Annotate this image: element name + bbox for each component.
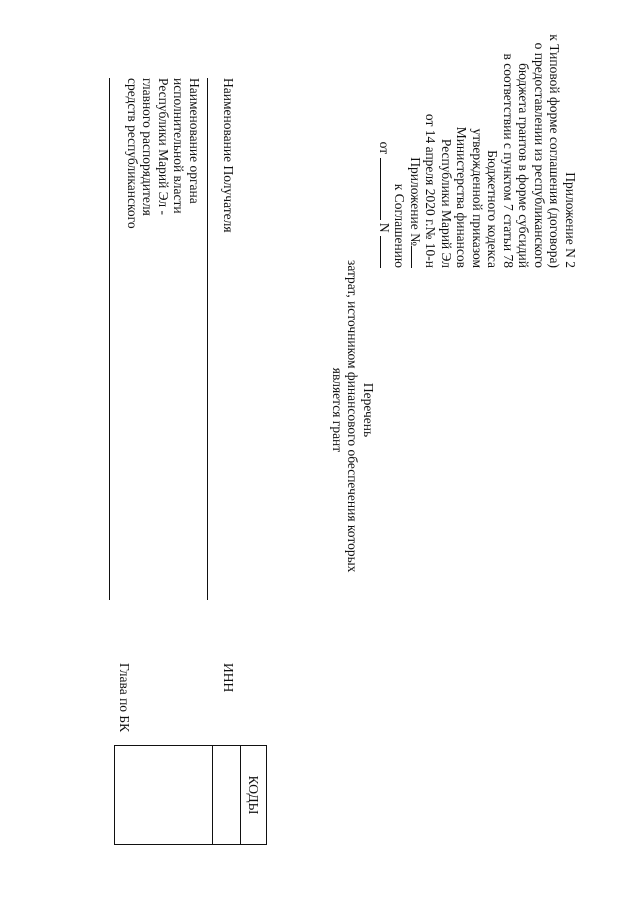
title-line: является грант <box>330 367 345 453</box>
appendix-header <box>377 34 579 268</box>
authority-label <box>125 78 203 229</box>
agreement-date-blank <box>380 158 381 220</box>
codes-header: КОДЫ <box>241 746 267 845</box>
recipient-underline <box>207 78 208 600</box>
appendix-line: Приложение N 2 <box>563 172 578 268</box>
appendix-line: Бюджетного кодекса <box>485 150 501 268</box>
recipient-label: Наименование Получателя <box>221 78 236 233</box>
annex-label: Приложение № <box>408 157 423 246</box>
appendix-line: о предоставлении из республиканского <box>532 42 547 268</box>
annex-number-blank <box>411 246 412 268</box>
authority-line: Республики Марий Эл - <box>156 78 171 216</box>
appendix-line: к Типовой форме соглашения (договора) <box>547 34 563 268</box>
authority-line: главного распорядителя <box>140 78 156 216</box>
authority-underline <box>109 78 110 600</box>
from-label: от <box>377 141 392 155</box>
inn-code-cell <box>213 746 241 845</box>
appendix-line: бюджета грантов в форме субсидий <box>516 63 532 268</box>
appendix-line: в соответствии с пунктом 7 статьи 78 <box>501 53 516 268</box>
document-title <box>330 260 377 573</box>
appendix-line: Министерства финансов <box>454 126 470 268</box>
appendix-line: от 14 апреля 2020 г.№ 10-н <box>423 113 439 268</box>
chapter-code-cell <box>115 746 213 845</box>
codes-table <box>114 745 267 845</box>
appendix-line: утвержденной приказом <box>470 128 485 268</box>
authority-line: средств республиканского <box>125 78 140 229</box>
chapter-label: Глава по БК <box>117 663 132 733</box>
agreement-number-blank <box>380 236 381 268</box>
agreement-label: к Соглашению <box>392 183 408 268</box>
appendix-line: Республики Марий Эл <box>439 138 454 268</box>
title-line: затрат, источником финансового обеспечения которых <box>345 260 361 573</box>
number-label: N <box>377 222 392 233</box>
authority-line: Наименование органа <box>187 78 202 204</box>
title-line: Перечень <box>361 382 376 438</box>
agreement-date-line <box>377 34 393 268</box>
inn-label: ИНН <box>221 663 236 693</box>
authority-line: исполнительной власти <box>171 78 187 214</box>
annex-number-line <box>408 34 424 268</box>
